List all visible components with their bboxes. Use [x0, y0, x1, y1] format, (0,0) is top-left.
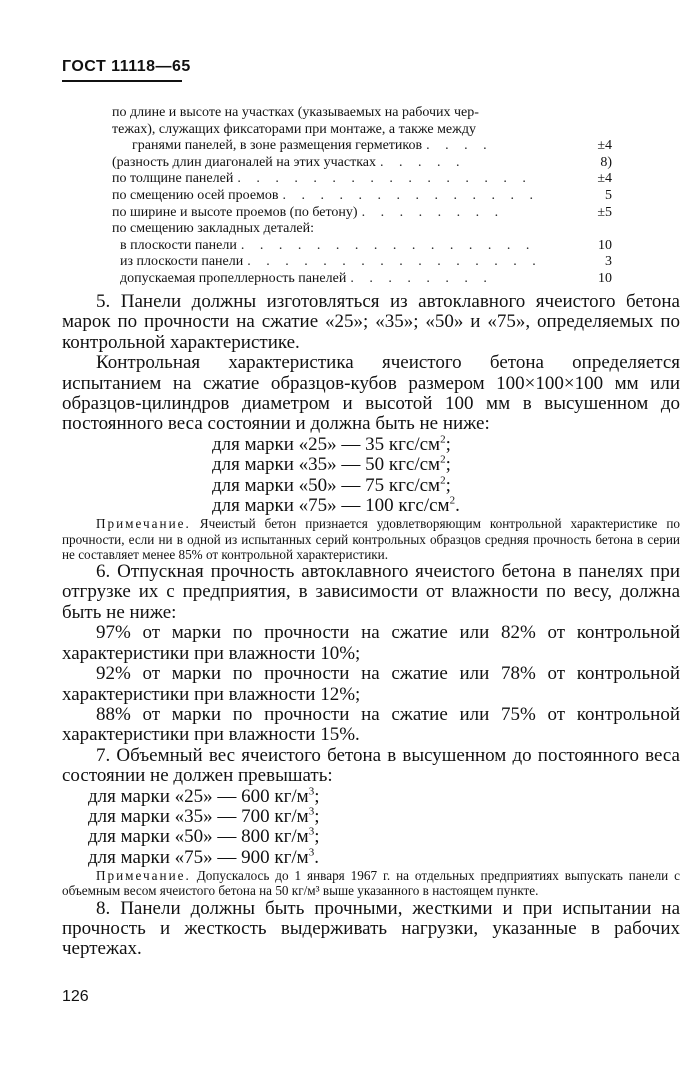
- weight-grade-line: для марки «50» — 800 $кг/м^3$;: [88, 826, 320, 848]
- tolerance-row: (разность длин диагоналей на этих участках . . . . . 8): [112, 154, 612, 170]
- tolerance-list: [112, 105, 612, 288]
- tolerance-intro-line-1: по длине и высоте на участках (указываемых на рабочих чер-: [112, 105, 479, 120]
- tolerance-row: по толщине панелей . . . . . . . . . . . . . . . . ±4: [112, 171, 612, 187]
- note-weight: Примечание. Допускалось до 1 января 1967 г. на отдельных предприятиях выпускать панели с объемным весом ячеистого бетона на 50 кг/м³ выше указанного в настоящем пункте.: [62, 868, 681, 899]
- strength-grade-line: для марки «35» — 50 кгс/$см^2$;: [212, 453, 451, 476]
- paragraph-6-a: 97% от марки по прочности на сжатие или 82% от контрольной характеристики при влажности 10%;: [62, 622, 680, 664]
- standard-header: ГОСТ 11118—65: [62, 58, 191, 75]
- weight-grade-line: для марки «25» — 600 $кг/м^3$;: [88, 785, 320, 807]
- page-number: 126: [62, 988, 89, 1005]
- embedded-parts-title: по смещению закладных деталей:: [112, 221, 315, 237]
- embedded-row: из плоскости панели . . . . . . . . . . . . . . . . 3: [120, 254, 612, 270]
- tolerance-row: гранями панелей, в зоне размещения герметиков . . . . ±4: [132, 138, 612, 154]
- weight-grade-line: для марки «75» — 900 $кг/м^3$.: [88, 846, 319, 868]
- note-strength: Примечание. Ячеистый бетон признается удовлетворяющим контрольной характеристике по прочности, если ни в одной из испытанных серий контрольных образцов средняя прочность бетона в серии не составляет менее 85% от контрольной характеристики.: [62, 516, 681, 562]
- embedded-row: в плоскости панели . . . . . . . . . . . . . . . . 10: [120, 237, 612, 253]
- paragraph-6-c: 88% от марки по прочности на сжатие или 75% от контрольной характеристики при влажности 15%.: [62, 703, 680, 746]
- strength-grade-line: для марки «50» — 75 кгс/$см^2$;: [212, 474, 451, 496]
- strength-grade-line: для марки «75» — 100 кгс/$см^2$.: [212, 494, 460, 517]
- tolerance-intro-line-2: тежах), служащих фиксаторами при монтаже, а также между: [112, 121, 476, 137]
- embedded-row: допускаемая пропеллерность панелей . . . . . . . . 10: [120, 270, 612, 286]
- paragraph-5-control: Контрольная характеристика ячеистого бетона определяется испытанием на сжатие образцов-кубов размером 100×100×100 мм или образцов-цилиндров диаметром и высотой 100 мм в высушенном до постоянного веса состоянии и должна быть не ниже:: [62, 352, 680, 435]
- tolerance-row: по ширине и высоте проемов (по бетону) . . . . . . . . ±5: [112, 204, 612, 220]
- header-rule: [62, 80, 182, 82]
- weight-grade-line: для марки «35» — 700 $кг/м^3$;: [88, 805, 320, 827]
- paragraph-6: 6. Отпускная прочность автоклавного ячеистого бетона в панелях при отгрузке их с предприятия, в зависимости от влажности по весу, должна быть не ниже:: [62, 561, 680, 623]
- paragraph-8: 8. Панели должны быть прочными, жесткими и при испытании на прочность и жесткость выдерживать нагрузки, указанные в рабочих чертежах.: [62, 897, 680, 960]
- strength-grade-line: для марки «25» — 35 кгс/$см^2$;: [212, 433, 451, 455]
- tolerance-row: по смещению осей проемов . . . . . . . . . . . . . . 5: [112, 187, 612, 203]
- paragraph-7: 7. Объемный вес ячеистого бетона в высушенном до постоянного веса состоянии не должен превышать:: [62, 744, 680, 787]
- document-body: [62, 292, 680, 960]
- paragraph-6-b: 92% от марки по прочности на сжатие или 78% от контрольной характеристики при влажности 12%;: [62, 663, 680, 705]
- paragraph-5: 5. Панели должны изготовляться из автоклавного ячеистого бетона марок по прочности на сжатие «25»; «35»; «50» и «75», определяемых по контрольной характеристике.: [62, 291, 680, 353]
